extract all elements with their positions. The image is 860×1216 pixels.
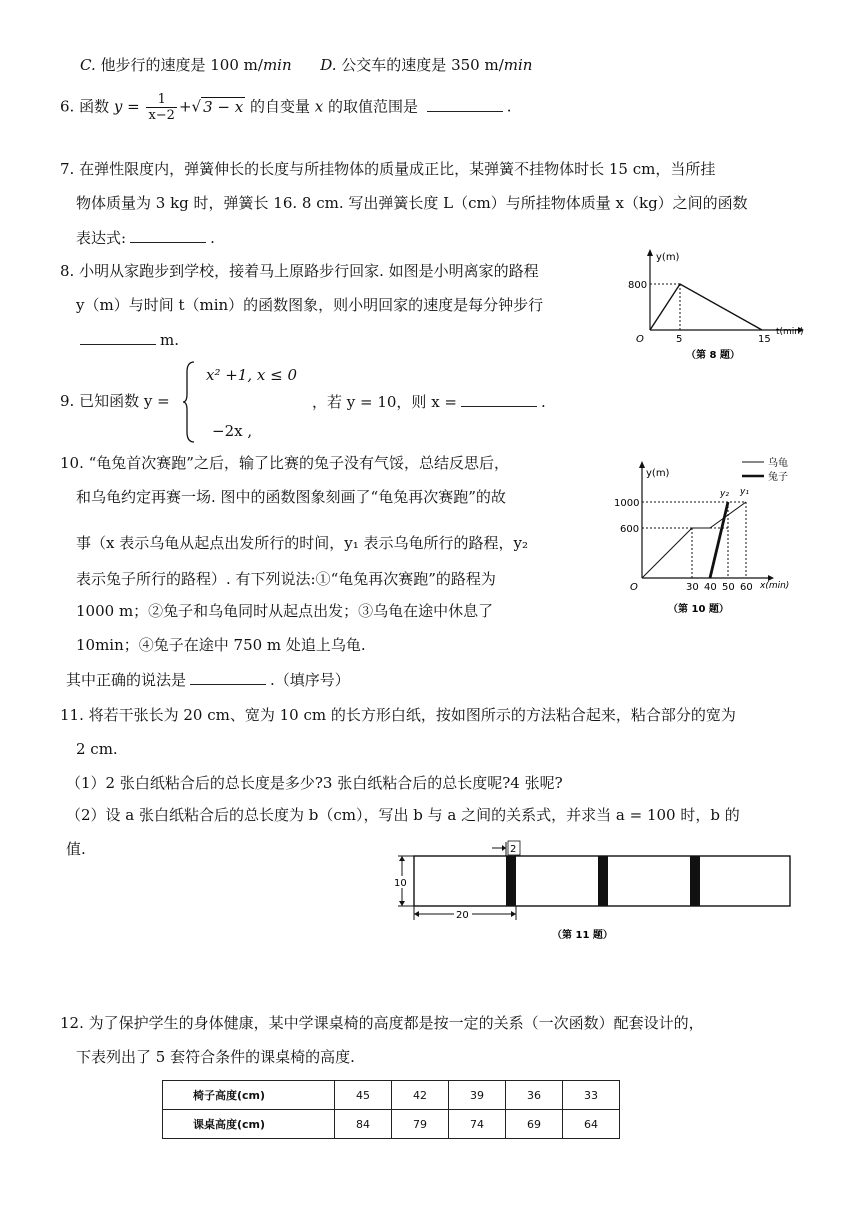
option-d-text: 公交车的速度是 350 m/ [341, 56, 504, 74]
q6-end: . [506, 97, 512, 116]
q7-line3-text: 表达式: [76, 229, 127, 247]
q7-line2: 物体质量为 3 kg 时，弹簧长 16. 8 cm. 写出弹簧长度 L（cm）与所挂物体质量 x（kg）之间的函数 [76, 194, 748, 212]
q10-line2: 和乌龟约定再赛一场. 图中的函数图象刻画了“龟兔再次赛跑”的故 [76, 488, 506, 506]
q5-options [80, 56, 532, 74]
q6-suffix: 的自变量 [245, 97, 315, 116]
table-cell: 74 [449, 1110, 506, 1139]
table-cell: 39 [449, 1081, 506, 1110]
q10-legend-1: 乌龟 [768, 458, 788, 469]
q10-y2-label: y₂ [720, 489, 729, 499]
q8-caption: （第 8 题） [686, 350, 740, 361]
table-row [163, 1110, 620, 1139]
q6-y: y [113, 97, 123, 116]
option-d-unit: min [503, 56, 533, 74]
table-cell: 36 [506, 1081, 563, 1110]
table-row [163, 1081, 620, 1110]
q11-line4: （2）设 a 张白纸粘合后的总长度为 b（cm），写出 b 与 a 之间的关系式，并求当 a = 100 时，b 的 [66, 806, 740, 824]
q10-caption: （第 10 题） [668, 604, 729, 615]
row-label-desk: 课桌高度(cm) [163, 1110, 335, 1139]
q7-line3 [76, 228, 215, 247]
q10-xtick-50: 50 [722, 582, 735, 593]
q11-overlap-2 [598, 856, 608, 906]
q10-legend-2: 兔子 [768, 472, 788, 483]
q12-table [162, 1080, 620, 1139]
q10-rabbit-line [710, 502, 728, 578]
q9-brace [182, 360, 198, 444]
q10-xtick-30: 30 [686, 582, 699, 593]
q10-line3: 事（x 表示乌龟从起点出发所行的时间，y₁ 表示乌龟所行的路程，y₂ [76, 534, 528, 552]
q9-case-2: −2x , [212, 422, 253, 440]
q8-unit: m. [160, 331, 179, 349]
option-c-text: 他步行的速度是 100 m/ [100, 56, 263, 74]
q8-line2: y（m）与时间 t（min）的函数图象，则小明回家的速度是每分钟步行 [76, 296, 544, 314]
q8-graph [650, 284, 762, 330]
table-cell: 33 [563, 1081, 620, 1110]
q10-y1-label: y₁ [740, 487, 749, 497]
q12-line1: 12. 为了保护学生的身体健康，某中学课桌椅的高度都是按一定的关系（一次函数）配套设计的， [60, 1014, 704, 1032]
q11-dim-20: 20 [456, 910, 469, 921]
q8-answer-blank[interactable] [80, 330, 156, 345]
q11-dim-10: 10 [394, 878, 407, 889]
q10-ytick-1000: 1000 [614, 498, 640, 509]
q6-eq: = [122, 97, 145, 116]
q11-line2: 2 cm. [76, 740, 118, 758]
q6-answer-blank[interactable] [427, 97, 503, 112]
q10-ytick-600: 600 [620, 524, 640, 535]
table-cell: 79 [392, 1110, 449, 1139]
q10-y-arrow [639, 461, 645, 468]
q10-xlabel: x(min) [760, 581, 790, 591]
q11-line3: （1）2 张白纸粘合后的总长度是多少?3 张白纸粘合后的总长度呢?4 张呢? [66, 774, 563, 792]
q6-num: 1 [146, 92, 177, 108]
q11-line5: 值. [66, 840, 86, 858]
q8-xtick-2: 15 [758, 334, 771, 345]
q10-tortoise-line [642, 502, 746, 578]
q7-end: . [210, 229, 215, 247]
q11-line1: 11. 将若干张长为 20 cm、宽为 10 cm 的长方形白纸，按如图所示的方法粘合起来，粘合部分的宽为 [60, 706, 736, 724]
table-cell: 42 [392, 1081, 449, 1110]
q11-overlap-1 [506, 856, 516, 906]
q10-line1: 10. “龟兔首次赛跑”之后，输了比赛的兔子没有气馁，总结反思后， [60, 454, 509, 472]
q10-origin: O [630, 582, 638, 593]
q10-figure [612, 452, 812, 622]
q8-origin: O [636, 334, 644, 345]
q6-x: x [314, 97, 324, 116]
table-cell: 69 [506, 1110, 563, 1139]
option-c-unit: min [262, 56, 292, 74]
q9-mid: ，若 y = 10，则 x = [312, 393, 457, 411]
table-cell: 64 [563, 1110, 620, 1139]
q6-radicand: 3 − x [203, 97, 244, 116]
q10-ylabel: y(m) [646, 468, 670, 479]
q12-line2: 下表列出了 5 套符合条件的课桌椅的高度. [76, 1048, 355, 1066]
q10-line7-text: 其中正确的说法是 [66, 671, 187, 689]
q8-line1: 8. 小明从家跑步到学校，接着马上原路步行回家. 如图是小明离家的路程 [60, 262, 539, 280]
q8-figure [628, 246, 808, 364]
q9-answer-blank[interactable] [461, 392, 537, 407]
q10-xtick-60: 60 [740, 582, 753, 593]
q9-prefix: 9. 已知函数 y = [60, 392, 170, 410]
q8-xlabel: t(min) [776, 327, 804, 337]
q11-overlap-3 [690, 856, 700, 906]
q8-line3 [76, 330, 179, 349]
q8-ylabel: y(m) [656, 252, 680, 263]
q7-line1: 7. 在弹性限度内，弹簧伸长的长度与所挂物体的质量成正比，某弹簧不挂物体时长 15 cm，当所挂 [60, 160, 716, 178]
q10-answer-blank[interactable] [190, 670, 266, 685]
q10-line7-end: .（填序号） [270, 671, 350, 689]
q10-line4: 表示兔子所行的路程）. 有下列说法:①“龟兔再次赛跑”的路程为 [76, 570, 496, 588]
q6-plus: + [178, 97, 192, 116]
option-c-letter: C. [80, 56, 96, 74]
q9-case-1: x² +1, x ≤ 0 [206, 366, 297, 384]
q8-y-arrow [647, 249, 653, 256]
q8-ytick: 800 [628, 280, 648, 291]
q6-suffix2: 的取值范围是 [323, 97, 418, 116]
q6-fraction [146, 92, 177, 123]
q8-xtick-1: 5 [676, 334, 683, 345]
q10-xtick-40: 40 [704, 582, 717, 593]
table-cell: 45 [335, 1081, 392, 1110]
q11-dim-2: 2 [510, 844, 517, 855]
row-label-chair: 椅子高度(cm) [163, 1081, 335, 1110]
q11-caption: （第 11 题） [552, 930, 613, 941]
table-cell: 84 [335, 1110, 392, 1139]
q6-prefix: 6. 函数 [60, 97, 114, 116]
q10-line6: 10min；④兔子在途中 750 m 处追上乌龟. [76, 636, 366, 654]
q9-end: . [541, 393, 546, 411]
q11-figure [392, 836, 802, 946]
option-d-letter: D. [320, 56, 337, 74]
question-6: 6. 函数 y = $\frac{1}{x-2}$ +√ 3 − x 的自变量 x 的取值范围是 . [60, 92, 512, 123]
q6-den: x−2 [148, 108, 175, 123]
q10-line7 [66, 670, 350, 689]
q10-line5: 1000 m；②兔子和乌龟同时从起点出发；③乌龟在途中休息了 [76, 602, 494, 620]
q10-xticks [686, 582, 753, 593]
q7-answer-blank[interactable] [130, 228, 206, 243]
q9-tail [312, 392, 546, 411]
